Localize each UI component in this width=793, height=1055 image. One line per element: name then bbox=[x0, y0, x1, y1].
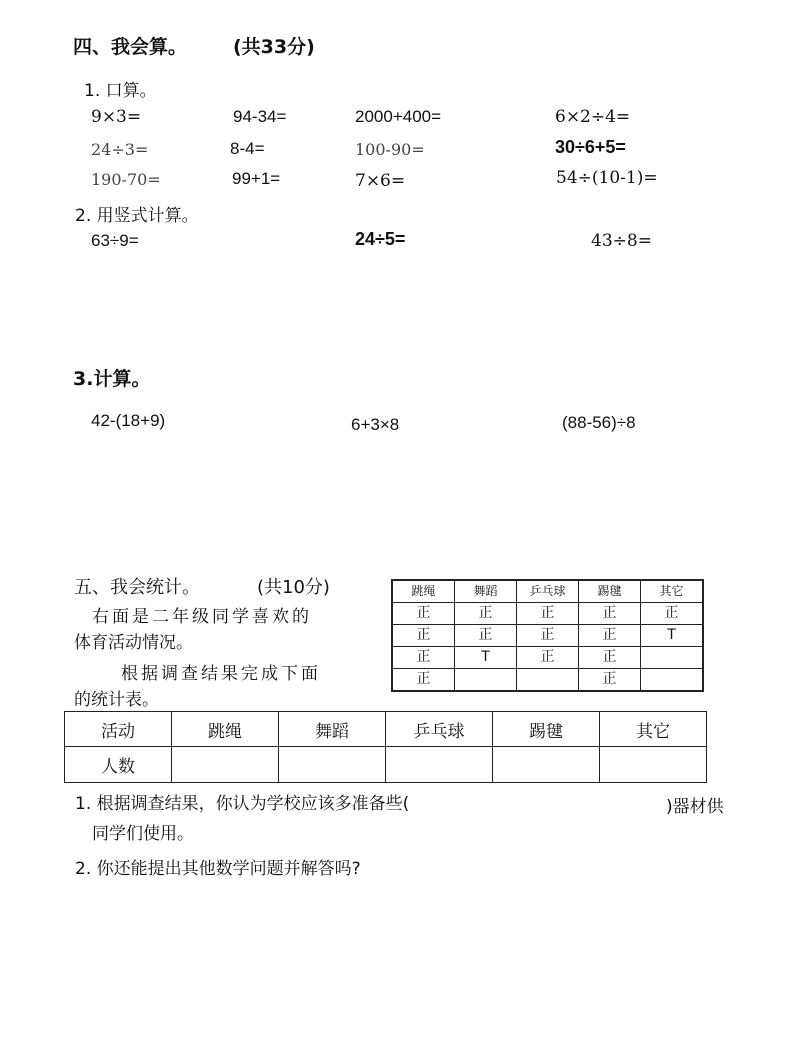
section5-q1-text: 1. 根据调查结果，你认为学校应该多准备些( bbox=[75, 794, 410, 814]
tally-cell bbox=[641, 669, 704, 692]
tally-cell: 正 bbox=[641, 603, 704, 625]
tally-cell: 正 bbox=[455, 603, 517, 625]
tally-cell: 正 bbox=[517, 603, 579, 625]
tally-cell: T bbox=[641, 625, 704, 647]
q3-label: 3.计算。 bbox=[73, 368, 151, 390]
tally-cell: 正 bbox=[392, 647, 455, 669]
stat-header: 跳绳 bbox=[172, 712, 279, 747]
q1-item: 30÷6+5= bbox=[555, 137, 626, 157]
q1-item: 8-4= bbox=[230, 139, 265, 158]
q2-item: 43÷8= bbox=[591, 231, 652, 251]
q1-item: 190-70= bbox=[91, 170, 161, 189]
stat-answer-cell[interactable] bbox=[600, 747, 707, 783]
stat-answer-cell[interactable] bbox=[386, 747, 493, 783]
stat-answer-cell[interactable] bbox=[279, 747, 386, 783]
section5-desc: 的统计表。 bbox=[74, 690, 159, 710]
tally-header: 舞蹈 bbox=[455, 580, 517, 603]
tally-header: 跳绳 bbox=[392, 580, 455, 603]
q1-label: 1. 口算。 bbox=[84, 81, 157, 101]
q1-item: 100-90= bbox=[355, 140, 425, 159]
tally-cell: 正 bbox=[579, 625, 641, 647]
q1-item: 7×6= bbox=[355, 171, 406, 191]
q1-item: 24÷3= bbox=[91, 140, 149, 159]
tally-cell: 正 bbox=[517, 647, 579, 669]
stat-table bbox=[64, 711, 707, 783]
tally-cell: 正 bbox=[579, 603, 641, 625]
q1-item: 2000+400= bbox=[355, 107, 442, 126]
tally-cell: 正 bbox=[517, 625, 579, 647]
q1-item: 9×3= bbox=[91, 107, 142, 127]
tally-cell: 正 bbox=[392, 669, 455, 692]
tally-table bbox=[391, 579, 704, 692]
tally-cell: 正 bbox=[579, 647, 641, 669]
tally-header: 踢毽 bbox=[579, 580, 641, 603]
tally-header: 其它 bbox=[641, 580, 704, 603]
section5-desc: 根据调查结果完成下面 bbox=[121, 664, 321, 684]
q1-item: 99+1= bbox=[232, 169, 281, 188]
q2-label: 2. 用竖式计算。 bbox=[75, 206, 199, 226]
q1-item: 54÷(10-1)= bbox=[556, 168, 658, 188]
tally-cell bbox=[641, 647, 704, 669]
stat-header: 乒乓球 bbox=[386, 712, 493, 747]
section5-title: 五、我会统计。 bbox=[74, 577, 200, 598]
q2-item: 24÷5= bbox=[355, 229, 406, 249]
section5-score: (共10分) bbox=[257, 577, 330, 598]
tally-cell: 正 bbox=[392, 603, 455, 625]
section5-desc: 体育活动情况。 bbox=[74, 633, 193, 653]
q1-item: 6×2÷4= bbox=[555, 107, 631, 127]
section5-q2-text: 2. 你还能提出其他数学问题并解答吗? bbox=[75, 859, 361, 879]
stat-header: 活动 bbox=[65, 712, 172, 747]
section4-title: 四、我会算。 bbox=[73, 36, 188, 58]
tally-cell: 正 bbox=[392, 625, 455, 647]
tally-cell: T bbox=[455, 647, 517, 669]
stat-header: 舞蹈 bbox=[279, 712, 386, 747]
q3-item: 42-(18+9) bbox=[91, 411, 166, 430]
tally-cell bbox=[517, 669, 579, 692]
section5-q1-text-end: )器材供 bbox=[666, 797, 724, 817]
section5-q1-text-cont: 同学们使用。 bbox=[92, 824, 194, 844]
tally-cell: 正 bbox=[455, 625, 517, 647]
q2-item: 63÷9= bbox=[91, 231, 139, 250]
q3-item: 6+3×8 bbox=[351, 415, 400, 434]
stat-row-label: 人数 bbox=[65, 747, 172, 783]
stat-answer-cell[interactable] bbox=[172, 747, 279, 783]
tally-header: 乒乓球 bbox=[517, 580, 579, 603]
section4-score: (共33分) bbox=[233, 36, 315, 58]
q1-item: 94-34= bbox=[233, 107, 287, 126]
tally-cell: 正 bbox=[579, 669, 641, 692]
section5-desc: 右面是二年级同学喜欢的 bbox=[92, 607, 312, 627]
stat-header: 踢毽 bbox=[493, 712, 600, 747]
tally-cell bbox=[455, 669, 517, 692]
q3-item: (88-56)÷8 bbox=[562, 413, 636, 432]
stat-answer-cell[interactable] bbox=[493, 747, 600, 783]
stat-header: 其它 bbox=[600, 712, 707, 747]
